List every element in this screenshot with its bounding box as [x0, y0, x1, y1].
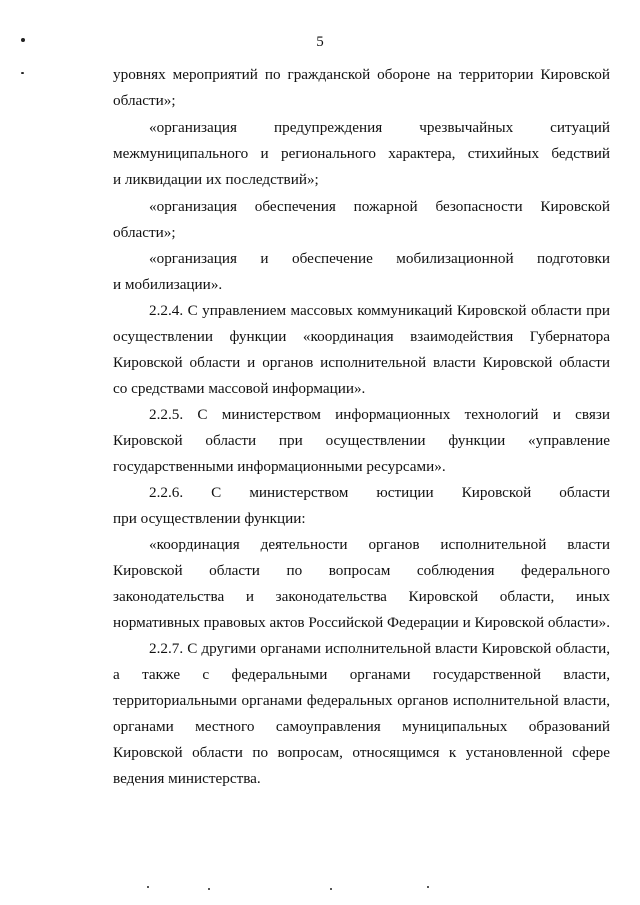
text-line: Кировской области по вопросам, относящимся к установленной сфере [113, 744, 610, 761]
text-line: а также с федеральными органами государственной власти, [113, 666, 610, 683]
text-line: и ликвидации их последствий»; [113, 171, 319, 188]
text-line: осуществлении функции «координация взаимодействия Губернатора [113, 328, 610, 345]
scan-speck [208, 888, 210, 890]
text-line: при осуществлении функции: [113, 510, 306, 527]
text-line: области»; [113, 224, 176, 241]
text-line: и мобилизации». [113, 276, 223, 293]
text-line: 2.2.6. С министерством юстиции Кировской области [149, 484, 610, 501]
scan-speck [330, 888, 332, 890]
text-line: 2.2.7. С другими органами исполнительной власти Кировской области, [149, 640, 610, 657]
text-line: 2.2.4. С управлением массовых коммуникаций Кировской области при [149, 302, 610, 319]
scan-speck [147, 886, 149, 888]
text-line: «организация предупреждения чрезвычайных ситуаций [149, 119, 610, 136]
text-line: области»; [113, 92, 176, 109]
page-number: 5 [316, 34, 324, 50]
text-line: государственными информационными ресурсами». [113, 458, 446, 475]
text-line: нормативных правовых актов Российской Федерации и Кировской области». [113, 614, 611, 631]
text-line: территориальными органами федеральных органов исполнительной власти, [113, 692, 610, 709]
text-line: «организация и обеспечение мобилизационной подготовки [149, 250, 610, 267]
text-line: «организация обеспечения пожарной безопасности Кировской [149, 198, 610, 215]
text-line: межмуниципального и регионального характера, стихийных бедствий [113, 145, 610, 162]
text-line: со средствами массовой информации». [113, 380, 366, 397]
text-line: Кировской области по вопросам соблюдения федерального [113, 562, 610, 579]
text-line: органами местного самоуправления муниципальных образований [113, 718, 610, 735]
scan-speck [427, 886, 429, 888]
text-line: ведения министерства. [113, 770, 261, 787]
text-line: уровнях мероприятий по гражданской обороне на территории Кировской [113, 66, 610, 83]
scan-speck [21, 72, 24, 74]
text-line: Кировской области и органов исполнительной власти Кировской области [113, 354, 610, 371]
text-line: «координация деятельности органов исполнительной власти [149, 536, 610, 553]
text-line: законодательства и законодательства Кировской области, иных [113, 588, 610, 605]
text-line: Кировской области при осуществлении функции «управление [113, 432, 610, 449]
text-line: 2.2.5. С министерством информационных технологий и связи [149, 406, 610, 423]
